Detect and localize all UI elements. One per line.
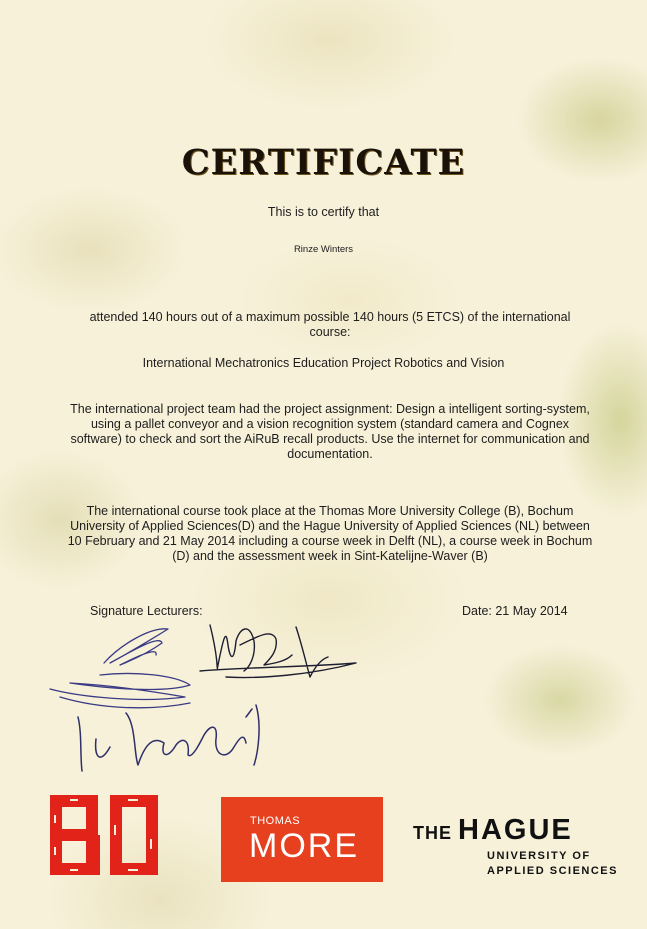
certificate-title: CERTIFICATE: [181, 142, 466, 183]
course-name: International Mechatronics Education Project Robotics and Vision: [142, 356, 505, 370]
thomas-more-logo: [221, 797, 383, 882]
hague-subtitle-line2: APPLIED SCIENCES: [487, 865, 618, 877]
course-location: The international course took place at the Thomas More University College (B), Bochum University of Applied Sciences(D) and the Hague University of Applied Sciences (NL) between 10 February and 21 May 2014 including a course week in Delft (NL), a course week in Bochum (D) and the assessment week in Sint-Katelijne-Waver (B): [67, 504, 593, 563]
signature-1: [50, 629, 190, 708]
signature-2: [200, 625, 356, 677]
hague-name-text: HAGUE: [458, 814, 573, 846]
bo-logo-letter-o: [110, 795, 158, 875]
bo-logo: [50, 795, 160, 875]
lecturer-signatures: [40, 605, 370, 790]
attendance-statement: attended 140 hours out of a maximum possible 140 hours (5 ETCS) of the international course:: [89, 310, 571, 339]
bo-logo-letter-b: [50, 795, 100, 875]
thomas-more-big-text: MORE: [249, 827, 359, 865]
hague-university-logo: [413, 814, 628, 877]
certify-intro: This is to certify that: [267, 205, 380, 219]
hague-the-text: THE: [413, 823, 452, 843]
signature-3: [78, 705, 259, 771]
hague-subtitle-line1: UNIVERSITY OF: [487, 850, 591, 862]
date-label: Date: 21 May 2014: [462, 604, 568, 618]
recipient-name: Rinze Winters: [293, 244, 354, 255]
project-assignment: The international project team had the project assignment: Design a intelligent sorting-system, using a pallet conveyor and a vision recognition system (standard camera and Cognex software) to check and sort the AiRuB recall products. Use the internet for communication and documentation.: [70, 402, 590, 461]
thomas-more-small-text: THOMAS: [250, 815, 301, 827]
signature-label: Signature Lecturers:: [90, 604, 203, 618]
